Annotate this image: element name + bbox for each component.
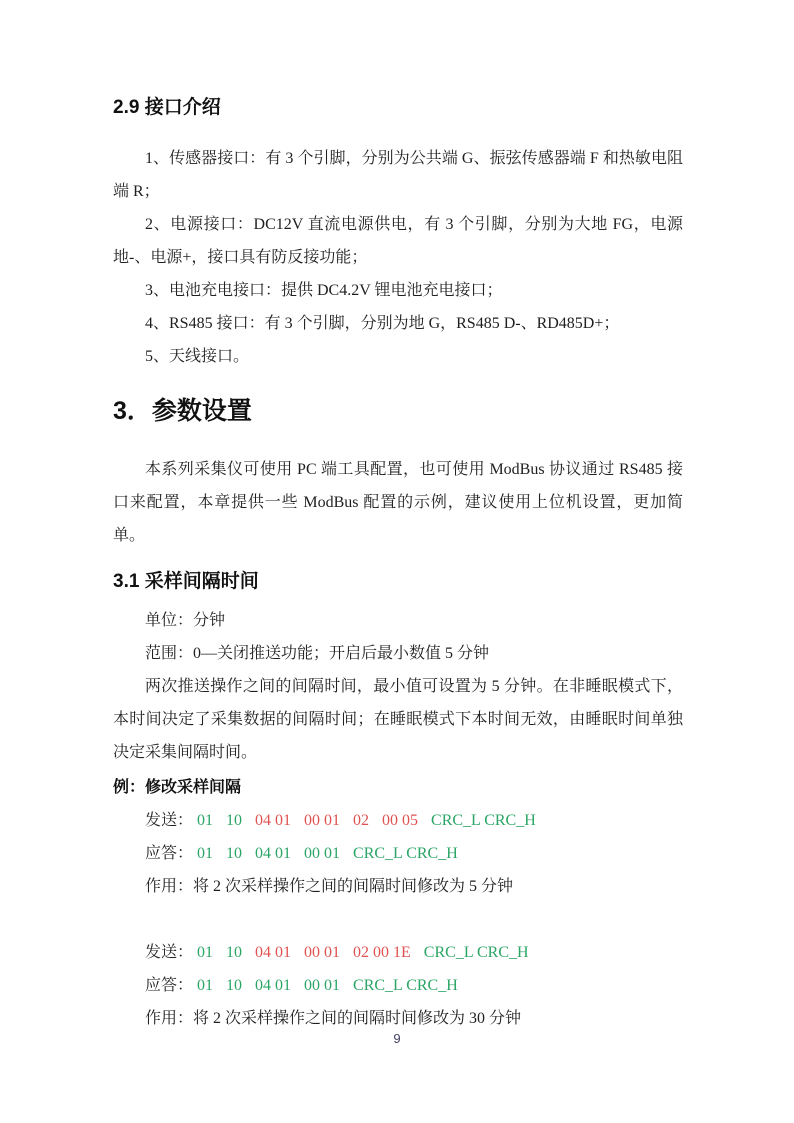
effect-text: 将 2 次采样操作之间的间隔时间修改为 30 分钟 <box>193 1010 522 1027</box>
hex-token: 04 01 <box>255 845 292 862</box>
hex-token: 02 00 1E <box>353 944 411 961</box>
send-hex-tokens <box>197 812 536 829</box>
hex-token: 02 <box>353 812 370 829</box>
reply-hex-tokens <box>197 977 458 994</box>
effect-label: 作用： <box>145 878 194 895</box>
page-content <box>113 94 683 1035</box>
reply-label: 应答： <box>145 977 194 994</box>
send-line <box>113 936 683 969</box>
modbus-example-block <box>113 936 683 1035</box>
hex-token: 00 01 <box>304 977 341 994</box>
hex-token: 04 01 <box>255 977 292 994</box>
reply-line <box>113 837 683 870</box>
section-3-intro-paragraph: 本系列采集仪可使用 PC 端工具配置，也可使用 ModBus 协议通过 RS485 接口来配置，本章提供一些 ModBus 配置的示例，建议使用上位机设置，更加简单。 <box>113 461 683 544</box>
send-label: 发送： <box>145 812 194 829</box>
hex-token: 04 01 <box>255 812 292 829</box>
hex-token: 00 05 <box>382 812 419 829</box>
interface-list-item: 2、电源接口：DC12V 直流电源供电，有 3 个引脚，分别为大地 FG，电源地-、电源+，接口具有防反接功能； <box>113 216 683 266</box>
hex-token: 10 <box>226 845 243 862</box>
hex-token: 10 <box>226 944 243 961</box>
blank-line-spacer <box>113 903 683 936</box>
send-line <box>113 804 683 837</box>
unit-line: 单位：分钟 <box>145 612 226 629</box>
reply-label: 应答： <box>145 845 194 862</box>
hex-token: CRC_L CRC_H <box>353 845 458 862</box>
effect-text: 将 2 次采样操作之间的间隔时间修改为 5 分钟 <box>193 878 514 895</box>
modbus-example-block <box>113 804 683 903</box>
hex-token: 01 <box>197 845 214 862</box>
interface-list-item: 1、传感器接口：有 3 个引脚，分别为公共端 G、振弦传感器端 F 和热敏电阻端 R； <box>113 150 683 200</box>
section-3-heading: 3．参数设置 <box>113 397 252 425</box>
hex-token: CRC_L CRC_H <box>431 812 536 829</box>
send-hex-tokens <box>197 944 529 961</box>
hex-token: 01 <box>197 944 214 961</box>
example-title: 例：修改采样间隔 <box>113 779 242 796</box>
hex-token: CRC_L CRC_H <box>423 944 529 961</box>
send-label: 发送： <box>145 944 194 961</box>
interface-list-item: 5、天线接口。 <box>145 348 250 365</box>
range-line: 范围：0—关闭推送功能；开启后最小数值 5 分钟 <box>145 645 490 662</box>
hex-token: CRC_L CRC_H <box>353 977 458 994</box>
hex-token: 10 <box>226 812 243 829</box>
section-3-1-heading: 3.1 采样间隔时间 <box>113 571 259 592</box>
section-2-9-heading: 2.9 接口介绍 <box>113 97 221 118</box>
reply-hex-tokens <box>197 845 458 862</box>
interval-description: 两次推送操作之间的间隔时间，最小值可设置为 5 分钟。在非睡眠模式下，本时间决定了采集数据的间隔时间；在睡眠模式下本时间无效，由睡眠时间单独决定采集间隔时间。 <box>113 678 683 761</box>
hex-token: 04 01 <box>255 944 292 961</box>
hex-token: 00 01 <box>304 944 341 961</box>
interface-list-item: 4、RS485 接口：有 3 个引脚，分别为地 G，RS485 D-、RD485D+； <box>145 315 620 332</box>
interface-list-item: 3、电池充电接口：提供 DC4.2V 锂电池充电接口； <box>145 282 503 299</box>
hex-token: 00 01 <box>304 845 341 862</box>
hex-token: 00 01 <box>304 812 341 829</box>
reply-line <box>113 969 683 1002</box>
hex-token: 01 <box>197 812 214 829</box>
effect-label: 作用： <box>145 1010 194 1027</box>
page-number: 9 <box>393 1031 401 1046</box>
effect-line <box>113 870 683 903</box>
hex-token: 10 <box>226 977 243 994</box>
hex-token: 01 <box>197 977 214 994</box>
